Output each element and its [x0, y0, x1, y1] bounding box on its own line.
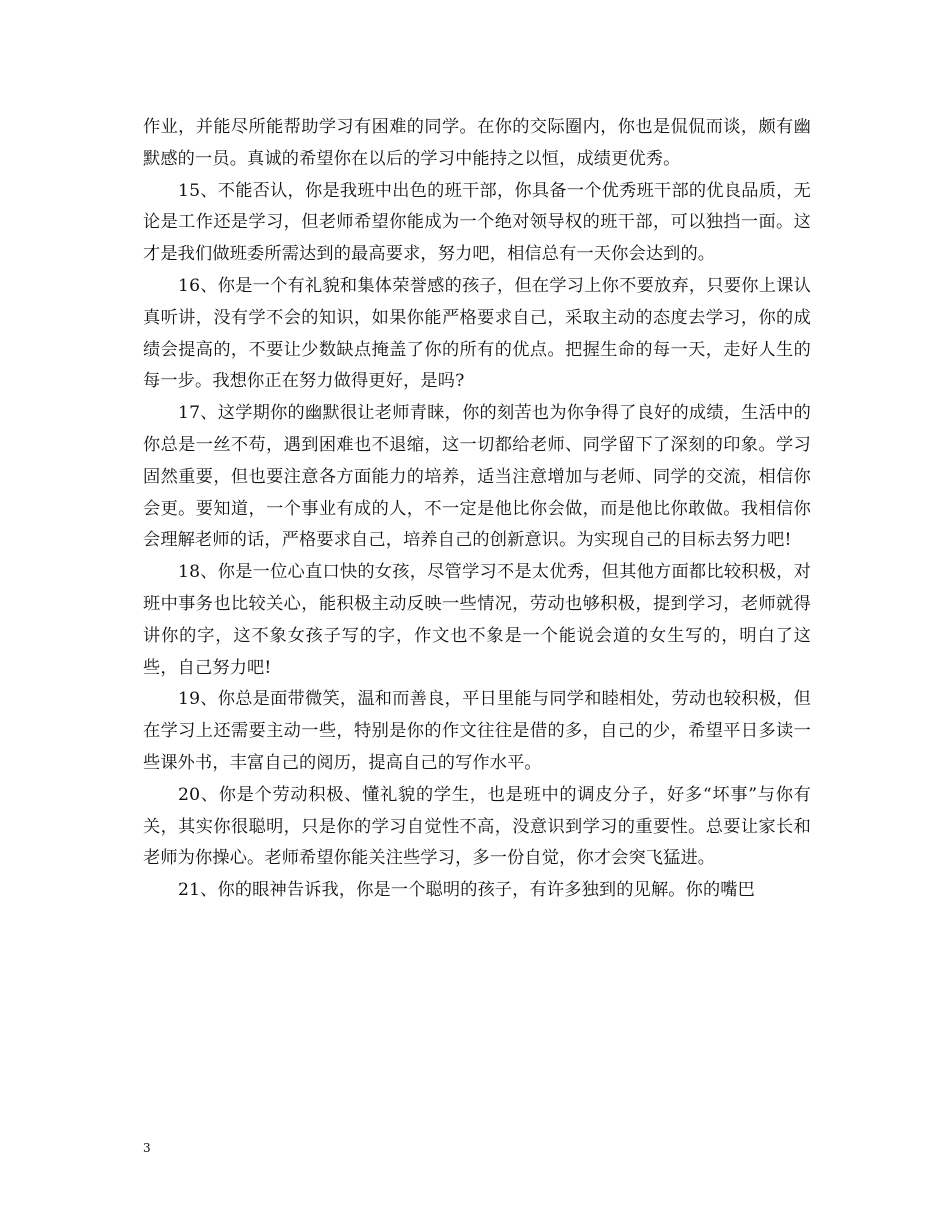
paragraph: 15、不能否认，你是我班中出色的班干部，你具备一个优秀班干部的优良品质，无论是工作还是学习，但老师希望你能成为一个绝对领导权的班干部，可以独挡一面。这才是我们做班委所需达到的最高要求，努力吧，相信总有一天你会达到的。	[143, 180, 811, 265]
paragraph: 18、你是一位心直口快的女孩，尽管学习不是太优秀，但其他方面都比较积极，对班中事务也比较关心，能积极主动反映一些情况，劳动也够积极，提到学习，老师就得讲你的字，这不象女孩子写的字，作文也不象是一个能说会道的女生写的，明白了这些，自己努力吧!	[143, 562, 811, 678]
page-number: 3	[143, 1141, 151, 1155]
paragraph: 19、你总是面带微笑，温和而善良，平日里能与同学和睦相处，劳动也较积极，但在学习上还需要主动一些，特别是你的作文往往是借的多，自己的少，希望平日多读一些课外书，丰富自己的阅历，提高自己的写作水平。	[143, 689, 811, 773]
paragraph: 16、你是一个有礼貌和集体荣誉感的孩子，但在学习上你不要放弃，只要你上课认真听讲，没有学不会的知识，如果你能严格要求自己，采取主动的态度去学习，你的成绩会提高的，不要让少数缺点掩盖了你的所有的优点。把握生命的每一天，走好人生的每一步。我想你正在努力做得更好，是吗?	[143, 275, 811, 392]
paragraph: 21、你的眼神告诉我，你是一个聪明的孩子，有许多独到的见解。你的嘴巴	[178, 880, 755, 901]
paragraph: 17、这学期你的幽默很让老师青睐，你的刻苦也为你争得了良好的成绩，生活中的你总是一丝不苟，遇到困难也不退缩，这一切都给老师、同学留下了深刻的印象。学习固然重要，但也要注意各方面能力的培养，适当注意增加与老师、同学的交流，相信你会更。要知道，一个事业有成的人，不一定是他比你会做，而是他比你敢做。我相信你会理解老师的话，严格要求自己，培养自己的创新意识。为实现自己的目标去努力吧!	[143, 403, 811, 551]
paragraph: 20、你是个劳动积极、懂礼貌的学生，也是班中的调皮分子，好多“坏事”与你有关，其实你很聪明，只是你的学习自觉性不高，没意识到学习的重要性。总要让家长和老师为你操心。老师希望你能关注些学习，多一份自觉，你才会突飞猛进。	[143, 784, 811, 869]
document-body	[143, 112, 811, 907]
paragraph: 作业，并能尽所能帮助学习有困难的同学。在你的交际圈内，你也是侃侃而谈，颇有幽默感的一员。真诚的希望你在以后的学习中能持之以恒，成绩更优秀。	[143, 117, 811, 169]
